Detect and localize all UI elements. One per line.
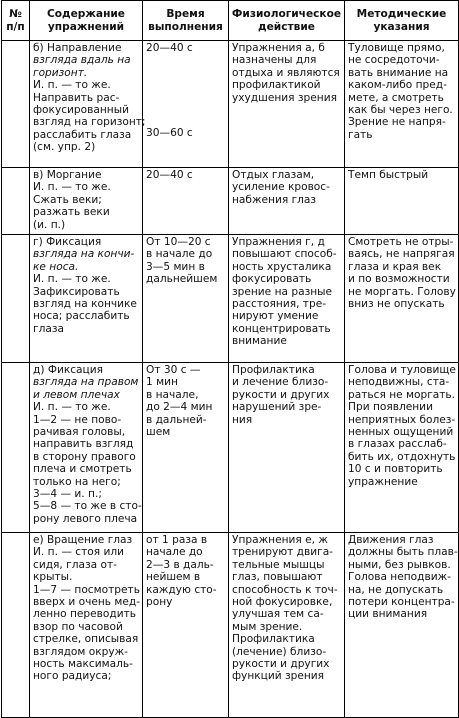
- header-notes: Методические указания: [345, 1, 459, 41]
- table-row: [2, 533, 459, 718]
- exercise-table: [1, 0, 459, 718]
- number-cell: [2, 41, 30, 168]
- table-row: [2, 363, 459, 533]
- header-number: № п/п: [2, 1, 30, 41]
- header-content: Содержание упражнений: [30, 1, 143, 41]
- effect-cell: Упражнения г, д повышают способ- ность хрусталика фокусировать зрение на разные расстояния, тре- нируют умение концентрировать внимание: [229, 235, 345, 363]
- content-cell: б) Направление взгляда вдаль на горизонт. И. п. — то же. Направить рас- фокусированный взгляд на горизонт; расслабить глаза (см. упр. 2): [30, 41, 143, 168]
- number-cell: [2, 363, 30, 533]
- time-cell: От 10—20 с в начале до 3—5 мин в дальнейшем: [143, 235, 229, 363]
- effect-cell: Упражнения е, ж тренируют двига- тельные мышцы глаз, повышают способность к точ- ной фокусировке, улучшая тем са- мым зрение. Профилактика (лечение) близо- рукости и других функций зрения: [229, 533, 345, 718]
- notes-cell: Темп быстрый: [345, 168, 459, 235]
- content-cell: е) Вращение глаз И. п. — стоя или сидя, глаза от- крыты. 1—7 — посмотреть вверх и очень мед- ленно переводить взор по часовой стрелке, описывая взглядом окруж- ность максималь- ного радиуса;: [30, 533, 143, 718]
- time-cell: от 1 раза в начале до 2—3 в даль- нейшем в каждую сто- рону: [143, 533, 229, 718]
- number-cell: [2, 168, 30, 235]
- effect-cell: Отдых глазам, усиление кровос- набжения глаз: [229, 168, 345, 235]
- table-row: [2, 235, 459, 363]
- content-cell: г) Фиксация взгляда на кончи- ке носа. И. п. — то же. Зафиксировать взгляд на кончике носа; расслабить глаза: [30, 235, 143, 363]
- time-cell: 20—40 с 30—60 с: [143, 41, 229, 168]
- effect-cell: Профилактика и лечение близо- рукости и других нарушений зре- ния: [229, 363, 345, 533]
- content-cell: д) Фиксация взгляда на правом и левом плечах И. п. — то же. 1—2 — не пово- рачивая головы, направить взгляд в сторону правого плеча и смотреть только на него; 3—4 — и. п.; 5—8 — то же в сто- рону левого плеча: [30, 363, 143, 533]
- table-row: [2, 168, 459, 235]
- table-row: [2, 41, 459, 168]
- notes-cell: Смотреть не отры- ваясь, не напрягая глаза и края век и по возможности не моргать. Голову вниз не опускать: [345, 235, 459, 363]
- header-time: Время выполнения: [143, 1, 229, 41]
- notes-cell: Движения глаз должны быть плав- ными, без рывков. Голова неподвиж- на, не допускать потери концентра- ции внимания: [345, 533, 459, 718]
- time-cell: 20—40 с: [143, 168, 229, 235]
- number-cell: [2, 235, 30, 363]
- header-effect: Физиологическое действие: [229, 1, 345, 41]
- content-cell: в) Моргание И. п. — то же. Сжать веки; разжать веки (и. п.): [30, 168, 143, 235]
- notes-cell: Голова и туловище неподвижны, ста- раться не моргать. При появлении неприятных болез- ненных ощущений в глазах расслаб- бить их, отдохнуть 10 с и повторить упражнение: [345, 363, 459, 533]
- time-cell: От 30 с — 1 мин в начале, до 2—4 мин в дальней- шем: [143, 363, 229, 533]
- table-header-row: [2, 1, 459, 41]
- notes-cell: Туловище прямо, не сосредоточи- вать внимание на каком-либо пред- мете, а смотреть как бы через него. Зрение не напря- гать: [345, 41, 459, 168]
- number-cell: [2, 533, 30, 718]
- effect-cell: Упражнения а, б назначены для отдыха и являются профилактикой ухудшения зрения: [229, 41, 345, 168]
